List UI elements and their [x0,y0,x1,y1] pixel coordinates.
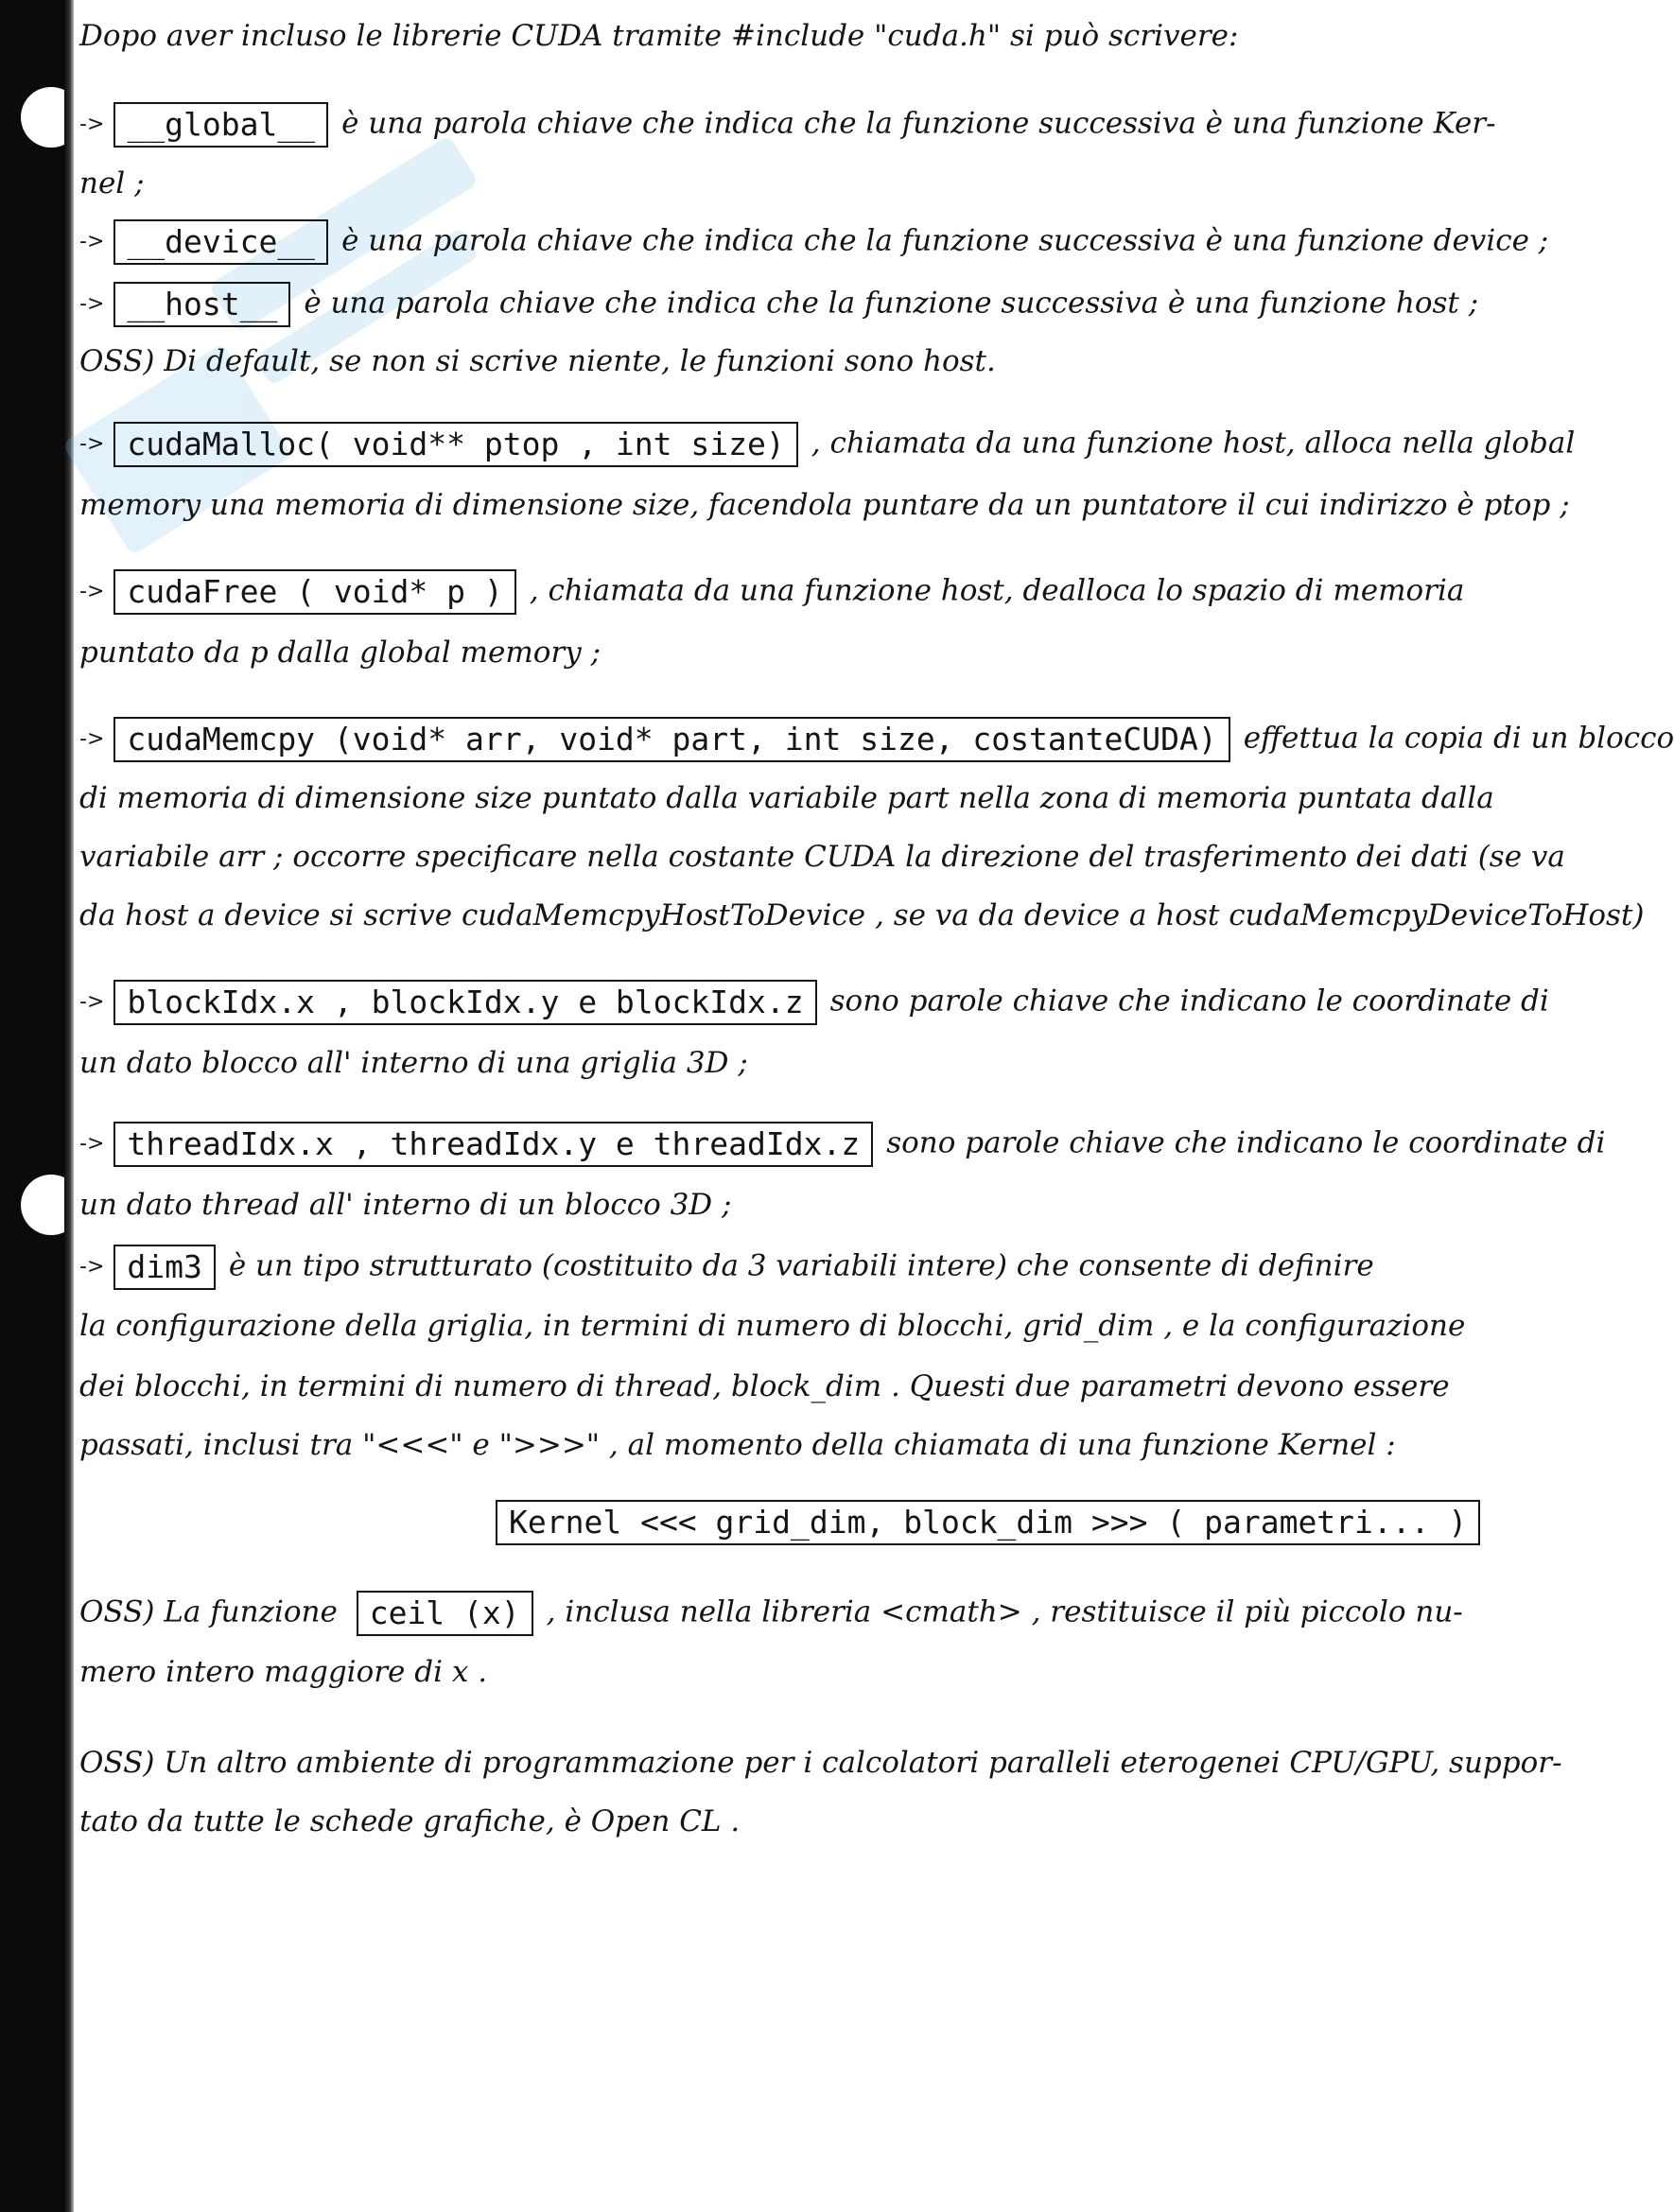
kernel-call-line [496,1500,1493,1545]
device-keyword-box: __device__ [113,219,328,265]
ceil-description-cont: mero intero maggiore di x . [79,1655,488,1689]
threadidx-code-box: threadIdx.x , threadIdx.y e threadIdx.z [113,1122,873,1167]
host-description: è una parola chiave che indica che la funzione successiva è una funzione host ; [304,286,1479,321]
threadidx-description-cont: un dato thread all' interno di un blocco 3D ; [79,1188,732,1222]
ceil-line [79,1591,1463,1636]
kernel-call-box: Kernel <<< grid_dim, block_dim >>> ( parametri... ) [496,1500,1480,1545]
dim3-description-3: dei blocchi, in termini di numero di thread, block_dim . Questi due parametri devono essere [79,1369,1450,1403]
dim3-line-4 [79,1426,1396,1464]
memcpy-line-2 [79,779,1494,817]
opencl-text-cont: tato da tutte le schede grafiche, è Open CL . [79,1804,741,1838]
memcpy-description-2: di memoria di dimensione size puntato dalla variabile part nella zona di memoria puntata dalla [79,781,1494,815]
malloc-description: , chiamata da una funzione host, alloca nella global [811,426,1576,461]
opencl-line-cont [79,1803,740,1840]
free-description: , chiamata da una funzione host, dealloca lo spazio di memoria [529,573,1465,608]
oss-default-line [79,342,996,380]
threadidx-description: sono parole chiave che indicano le coordinate di [886,1125,1606,1160]
blockidx-line [79,980,1549,1025]
punch-hole [21,1175,81,1235]
dim3-line-2 [79,1307,1465,1345]
blockidx-description: sono parole chiave che indicano le coordinate di [829,984,1549,1019]
dim3-description: è un tipo strutturato (costituito da 3 variabili intere) che consente di definire [228,1248,1374,1283]
memcpy-line [79,717,1674,762]
arrow-icon: -> [79,113,105,136]
host-keyword-box: __host__ [113,282,290,327]
global-keyword-box: __global__ [113,102,328,148]
global-description-cont: nel ; [79,166,145,200]
free-code-box: cudaFree ( void* p ) [113,569,515,615]
malloc-code-box: cudaMalloc( void** ptop , int size) [113,422,797,467]
blockidx-code-box: blockIdx.x , blockIdx.y e blockIdx.z [113,980,816,1025]
memcpy-description: effettua la copia di un blocco [1243,721,1674,756]
global-line-cont [79,165,145,202]
dim3-line-3 [79,1367,1450,1405]
dim3-code-box: dim3 [113,1245,215,1290]
global-description: è una parola chiave che indica che la funzione successiva è una funzione Ker- [341,106,1496,141]
memcpy-description-3: variabile arr ; occorre specificare nella costante CUDA la direzione del trasferimento dei dati (se va [79,840,1565,874]
arrow-icon: -> [79,292,105,316]
free-line-cont [79,634,601,671]
memcpy-line-4 [79,897,1644,934]
free-line [79,569,1464,615]
malloc-line-cont [79,486,1570,524]
ceil-prefix: OSS) La funzione [79,1594,338,1629]
punch-hole [21,87,81,148]
device-description: è una parola chiave che indica che la funzione successiva è una funzione device ; [341,223,1549,258]
global-line [79,102,1496,148]
host-line [79,282,1478,327]
ceil-description: , inclusa nella libreria <cmath> , restituisce il più piccolo nu- [546,1594,1463,1629]
blockidx-description-cont: un dato blocco all' interno di una griglia 3D ; [79,1046,748,1080]
opencl-line [79,1744,1562,1782]
malloc-line [79,422,1575,467]
arrow-icon: -> [79,1132,105,1156]
arrow-icon: -> [79,727,105,751]
handwritten-notes-page [79,6,1674,2200]
arrow-icon: -> [79,432,105,456]
arrow-icon: -> [79,990,105,1014]
free-description-cont: puntato da p dalla global memory ; [79,636,602,670]
arrow-icon: -> [79,1255,105,1279]
dim3-description-4: passati, inclusi tra "<<<" e ">>>" , al momento della chiamata di una funzione Kernel : [79,1428,1396,1462]
intro-text: Dopo aver incluso le librerie CUDA tramite #include "cuda.h" si può scrivere: [79,19,1239,53]
scan-binding-strip [0,0,74,2212]
memcpy-code-box: cudaMemcpy (void* arr, void* part, int size, costanteCUDA) [113,717,1229,762]
arrow-icon: -> [79,230,105,253]
threadidx-line-cont [79,1186,731,1224]
malloc-description-cont: memory una memoria di dimensione size, facendola puntare da un puntatore il cui indirizzo è ptop ; [79,488,1570,522]
dim3-line [79,1245,1374,1290]
memcpy-line-3 [79,838,1565,876]
blockidx-line-cont [79,1044,748,1082]
dim3-description-2: la configurazione della griglia, in termini di numero di blocchi, grid_dim , e la configurazione [79,1309,1466,1343]
ceil-line-cont [79,1653,487,1691]
intro-line [79,17,1238,55]
arrow-icon: -> [79,580,105,603]
ceil-code-box: ceil (x) [357,1591,533,1636]
threadidx-line [79,1122,1605,1167]
oss-default-text: OSS) Di default, se non si scrive niente, le funzioni sono host. [79,344,996,378]
device-line [79,219,1548,265]
memcpy-description-4: da host a device si scrive cudaMemcpyHostToDevice , se va da device a host cudaMemcpyDeviceToHost) [79,898,1645,932]
opencl-text: OSS) Un altro ambiente di programmazione per i calcolatori paralleli eterogenei CPU/GPU, suppor- [79,1746,1562,1780]
